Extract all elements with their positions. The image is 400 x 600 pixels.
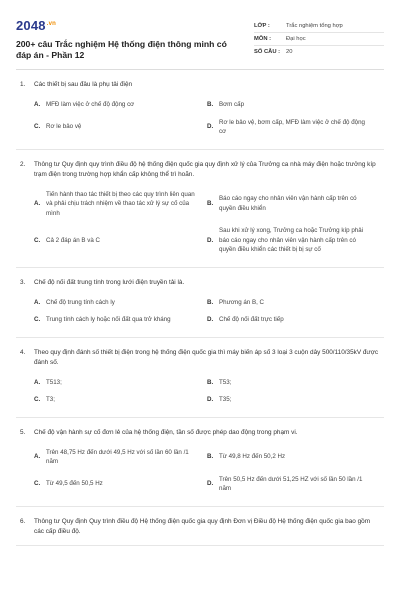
answer-grid [20,96,380,141]
question-number: 1. [20,81,26,88]
question-item [16,338,384,418]
answer-text: Phương án B, C [219,298,265,306]
answer-option[interactable] [34,186,207,223]
answer-option[interactable] [34,311,207,329]
question-number: 3. [20,278,26,286]
answer-letter: A. [34,101,41,108]
meta-label: LỚP : [254,23,270,29]
question-number: 5. [20,428,26,436]
answer-letter: B. [207,378,214,386]
answer-text: Từ 49,5 đến 50,5 Hz [46,480,103,488]
answer-text: T35; [219,396,232,403]
question-list [16,70,384,546]
question-body: Chế độ vận hành sự cố đơn lẻ của hệ thống điện, tần số được phép dao động trong phạm vi. [34,428,298,436]
answer-letter: C. [34,396,41,403]
answer-option[interactable] [34,96,207,114]
answer-text: T513; [46,378,62,386]
answer-letter: D. [207,480,214,488]
answer-letter: B. [207,200,214,207]
answer-option[interactable] [34,444,207,471]
answer-text: Chế độ trung tính cách ly [46,298,115,306]
answer-letter: C. [34,316,41,323]
answer-option[interactable] [207,444,380,471]
question-body: Chế độ nối đất trung tính trong lưới điện truyền tải là. [34,278,185,286]
answer-option[interactable] [207,96,380,114]
answer-text: Trung tính cách ly hoặc nối đất qua trở kháng [46,316,171,323]
question-body: Các thiết bị sau đâu là phụ tải điện [34,81,133,88]
question-text [20,517,380,537]
answer-option[interactable] [34,222,207,259]
answer-text: Sau khi xử lý xong, Trưởng ca hoặc Trưởng kíp phải báo cáo ngay cho nhân viên vận hành cấp trên có quyền điều khiển các thiết bị bị sự cố [219,227,364,253]
answer-option[interactable] [207,294,380,312]
answer-text: Báo cáo ngay cho nhân viên vận hành cấp trên có quyền điều khiển [219,195,357,212]
answer-letter: C. [34,123,41,131]
answer-option[interactable] [207,222,380,259]
answer-option[interactable] [34,471,207,498]
answer-text: T53; [219,378,232,386]
answer-text: Rơ le bảo vệ, bơm cấp, MFĐ làm việc ở chế độ động cơ [219,118,365,135]
answer-option[interactable] [34,114,207,141]
question-number: 6. [20,517,26,525]
answer-option[interactable] [34,294,207,312]
question-item [16,418,384,507]
question-item [16,268,384,338]
answer-letter: B. [207,453,214,461]
answer-grid [20,374,380,409]
logo-text: 2048 [16,18,46,33]
meta-row [254,20,384,33]
question-text [20,428,380,438]
question-body: Thông tư Quy định quy trình điều độ hệ thống điện quốc gia quy định xử lý của Trưởng ca nhà máy điện hoặc trưởng kíp trạm điện trong trường hợp khẩn cấp không thể trì hoãn. [34,160,376,178]
answer-text: Bơm cấp [219,101,245,108]
site-logo[interactable] [16,18,244,33]
answer-option[interactable] [34,391,207,409]
meta-value: Đại học [286,36,306,42]
question-body: Theo quy định đánh số thiết bị điện trong hệ thống điện quốc gia thì máy biến áp số 3 loại 3 cuộn dây 500/110/35kV được đánh số. [34,348,379,366]
question-body: Thông tư Quy định Quy trình điều độ Hệ thống điện quốc gia quy định Đơn vị Điều độ Hệ thống điện quốc gia bao gồm các cấp điều độ. [34,517,371,535]
answer-text: MFĐ làm việc ở chế độ động cơ [46,101,135,108]
question-text [20,348,380,368]
answer-option[interactable] [207,471,380,498]
answer-option[interactable] [207,114,380,141]
answer-grid [20,294,380,329]
question-item [16,70,384,150]
question-text [20,278,380,288]
answer-text: Rơ le bảo vệ [46,123,82,131]
question-number: 4. [20,348,26,356]
meta-value: Trắc nghiệm tổng hợp [286,23,343,29]
meta-row [254,46,384,58]
answer-letter: B. [207,298,214,306]
question-number: 2. [20,160,26,168]
answer-letter: A. [34,200,41,207]
question-item [16,150,384,268]
header-left [16,18,244,61]
answer-letter: D. [207,123,214,131]
question-text [20,80,380,90]
answer-letter: D. [207,396,214,403]
answer-letter: A. [34,453,41,461]
answer-text: T3; [46,396,55,403]
question-item [16,507,384,546]
answer-option[interactable] [207,374,380,392]
answer-letter: C. [34,236,41,244]
answer-option[interactable] [207,186,380,223]
answer-letter: D. [207,316,214,323]
meta-value: 20 [286,49,293,55]
answer-letter: B. [207,101,214,108]
document-title: 200+ câu Trắc nghiệm Hệ thống điện thông minh có đáp án - Phần 12 [16,39,227,60]
answer-option[interactable] [207,391,380,409]
logo-suffix: .vn [46,20,57,27]
document-header [16,18,384,70]
answer-option[interactable] [34,374,207,392]
answer-letter: A. [34,298,41,306]
meta-row [254,33,384,46]
question-text [20,160,380,180]
answer-text: Cả 2 đáp án B và C [46,236,101,244]
answer-text: Trên 48,75 Hz đến dưới 49,5 Hz với số lần 60 lần /1 năm [46,448,189,465]
answer-letter: C. [34,480,41,488]
answer-grid [20,444,380,498]
answer-letter: A. [34,378,41,386]
answer-text: Từ 49,8 Hz đến 50,2 Hz [219,453,286,461]
answer-letter: D. [207,236,214,244]
answer-text: Tiến hành thao tác thiết bị theo các quy trình liên quan và phải chịu trách nhiệm về thao tác xử lý sự cố của mình [46,190,195,217]
answer-text: Trên 50,5 Hz đến dưới 51,25 HZ với số lần 50 lần /1 năm [219,475,363,492]
answer-text: Chế độ nối đất trực tiếp [219,316,284,323]
meta-table [254,20,384,61]
answer-grid [20,186,380,259]
meta-label: SỐ CÂU : [254,49,281,55]
meta-label: MÔN : [254,36,272,42]
answer-option[interactable] [207,311,380,329]
